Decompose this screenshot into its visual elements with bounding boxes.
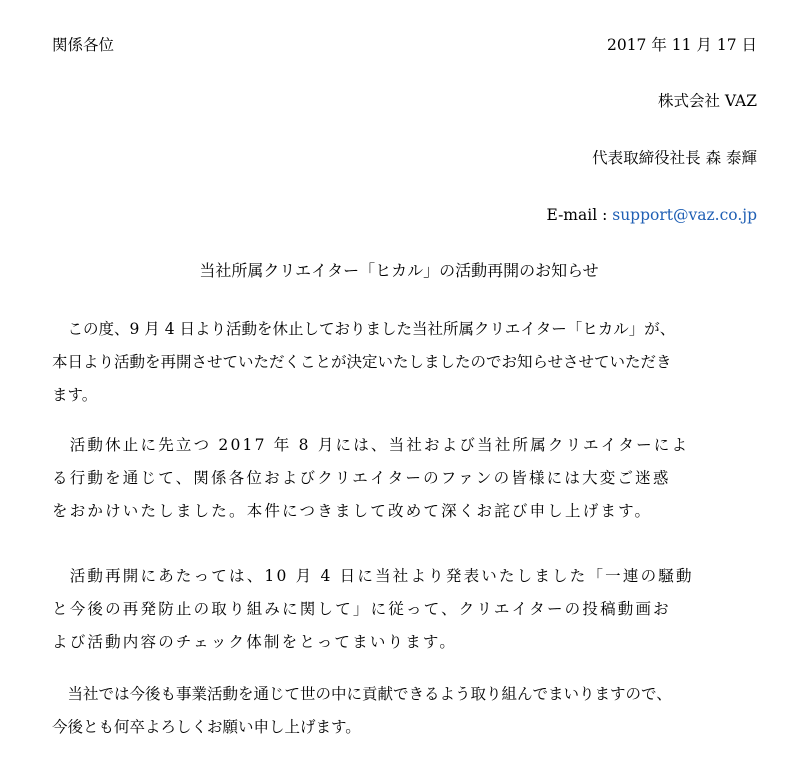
paragraph-line: と今後の再発防止の取り組みに関して」に従って、クリエイターの投稿動画お (52, 600, 671, 618)
addressee: 関係各位 (52, 36, 115, 54)
paragraph-line: この度、9 月 4 日より活動を休止しておりました当社所属クリエイター「ヒカル」が、 (52, 320, 676, 338)
paragraph-line: よび活動内容のチェック体制をとってまいります。 (52, 633, 458, 651)
paragraph-2 (52, 429, 752, 528)
representative: 代表取締役社長 森 泰輝 (592, 149, 757, 167)
paragraph-line: 今後とも何卒よろしくお願い申し上げます。 (52, 718, 361, 736)
paragraph-line: 当社では今後も事業活動を通じて世の中に貢献できるよう取り組んでまいりますので、 (52, 685, 672, 703)
date: 2017 年 11 月 17 日 (606, 36, 757, 54)
paragraph-1 (52, 313, 752, 412)
paragraph-line: をおかけいたしました。本件につきまして改めて深くお詫び申し上げます。 (52, 502, 653, 520)
notice-title: 当社所属クリエイター「ヒカル」の活動再開のお知らせ (199, 261, 599, 280)
paragraph-4 (52, 678, 752, 744)
paragraph-line: ます。 (52, 386, 98, 404)
company-name: 株式会社 VAZ (657, 92, 757, 110)
paragraph-line: 本日より活動を再開させていただくことが決定いたしましたのでお知らせさせていただき (52, 353, 672, 371)
contact-email (546, 205, 757, 225)
paragraph-line: 活動再開にあたっては、10 月 4 日に当社より発表いたしました「一連の騒動 (52, 567, 694, 585)
email-label: E-mail : (546, 206, 613, 224)
paragraph-line: 活動休止に先立つ 2017 年 8 月には、当社および当社所属クリエイターによ (52, 436, 690, 454)
paragraph-3 (52, 560, 752, 659)
paragraph-line: る行動を通じて、関係各位およびクリエイターのファンの皆様には大変ご迷惑 (52, 469, 671, 487)
email-link[interactable]: support@vaz.co.jp (612, 206, 757, 224)
